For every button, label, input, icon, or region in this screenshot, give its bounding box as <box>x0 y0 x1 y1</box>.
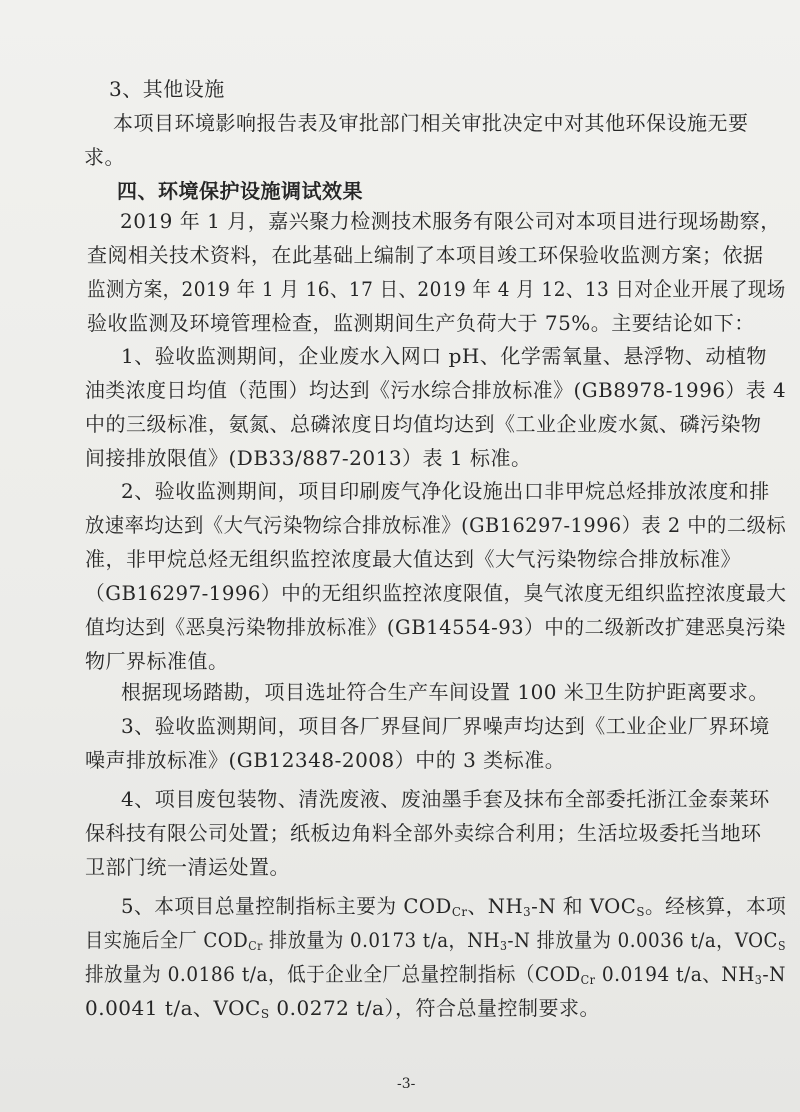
item3-line-2: 噪声排放标准》(GB12348-2008）中的 3 类标准。 <box>85 748 566 772</box>
intro-line-3: 监测方案，2019 年 1 月 16、17 日、2019 年 4 月 12、13 日对企业开展了现场 <box>87 277 786 301</box>
item3-line-1: 3、验收监测期间，项目各厂界昼间厂界噪声均达到《工业企业厂界环境 <box>121 714 770 738</box>
item2-line-5: 值均达到《恶臭污染物排放标准》(GB14554-93）中的二级新改扩建恶臭污染 <box>85 615 786 639</box>
item2-line-6: 物厂界标准值。 <box>85 649 229 673</box>
intro-line-2: 查阅相关技术资料，在此基础上编制了本项目竣工环保验收监测方案；依据 <box>87 243 764 267</box>
section4-heading: 四、环境保护设施调试效果 <box>117 179 363 203</box>
item5-line-2 <box>85 927 786 953</box>
subscript: S <box>260 1007 270 1021</box>
item4-line-2: 保科技有限公司处置；纸板边角料全部外卖综合利用；生活垃圾委托当地环 <box>85 821 762 845</box>
site-survey-line: 根据现场踏勘，项目选址符合生产车间设置 100 米卫生防护距离要求。 <box>121 680 769 704</box>
item5-text: -N 和 VOC <box>531 894 637 918</box>
item1-line-3: 中的三级标准，氨氮、总磷浓度日均值均达到《工业企业废水氮、磷污染物 <box>85 412 762 436</box>
item5-line-4 <box>85 995 600 1021</box>
item5-text: 0.0272 t/a），符合总量控制要求。 <box>269 996 600 1020</box>
subscript: Cr <box>580 973 596 987</box>
item2-line-3: 准，非甲烷总烃无组织监控浓度最大值达到《大气污染物综合排放标准》 <box>85 547 741 571</box>
subscript: S <box>636 905 645 919</box>
subscript: S <box>777 939 786 953</box>
item5-text: -N <box>762 962 786 986</box>
intro-line-1: 2019 年 1 月，嘉兴聚力检测技术服务有限公司对本项目进行现场勘察， <box>120 209 781 233</box>
item5-text: 目实施后全厂 COD <box>85 928 249 952</box>
item4-line-1: 4、项目废包装物、清洗废液、废油墨手套及抹布全部委托浙江金泰莱环 <box>121 787 770 811</box>
item5-line-3 <box>85 961 786 987</box>
subscript: Cr <box>248 939 263 953</box>
subscript: Cr <box>451 905 468 919</box>
subscript: 3 <box>754 973 763 987</box>
item1-line-2: 油类浓度日均值（范围）均达到《污水综合排放标准》(GB8978-1996）表 4 <box>85 378 787 402</box>
subscript: 3 <box>499 939 508 953</box>
item5-text: 。经核算，本项 <box>644 894 787 918</box>
subscript: 3 <box>523 905 532 919</box>
item4-line-3: 卫部门统一清运处置。 <box>85 855 290 879</box>
item5-text: -N 排放量为 0.0036 t/a，VOC <box>507 928 778 952</box>
item2-line-4: （GB16297-1996）中的无组织监控浓度限值，臭气浓度无组织监控浓度最大 <box>85 581 787 605</box>
item5-text: 排放量为 0.0186 t/a，低于企业全厂总量控制指标（COD <box>85 962 581 986</box>
item5-text: 5、本项目总量控制指标主要为 COD <box>121 894 452 918</box>
item5-text: 0.0194 t/a、NH <box>595 962 755 986</box>
section3-body-line-1: 本项目环境影响报告表及审批部门相关审批决定中对其他环保设施无要 <box>113 111 749 135</box>
page-number: -3- <box>397 1076 416 1092</box>
item5-text: 排放量为 0.0173 t/a，NH <box>262 928 500 952</box>
intro-line-4: 验收监测及环境管理检查，监测期间生产负荷大于 75%。主要结论如下： <box>87 311 755 335</box>
item5-text: 、NH <box>467 894 524 918</box>
item1-line-1: 1、验收监测期间，企业废水入网口 pH、化学需氧量、悬浮物、动植物 <box>121 344 767 368</box>
item5-line-1 <box>121 893 786 919</box>
item2-line-1: 2、验收监测期间，项目印刷废气净化设施出口非甲烷总烃排放浓度和排 <box>121 479 770 503</box>
item2-line-2: 放速率均达到《大气污染物综合排放标准》(GB16297-1996）表 2 中的二级标 <box>85 513 787 537</box>
section3-heading: 3、其他设施 <box>109 77 225 101</box>
item5-text: 0.0041 t/a、VOC <box>85 996 261 1020</box>
section3-body-line-2: 求。 <box>84 145 125 169</box>
item1-line-4: 间接排放限值》(DB33/887-2013）表 1 标准。 <box>85 446 532 470</box>
